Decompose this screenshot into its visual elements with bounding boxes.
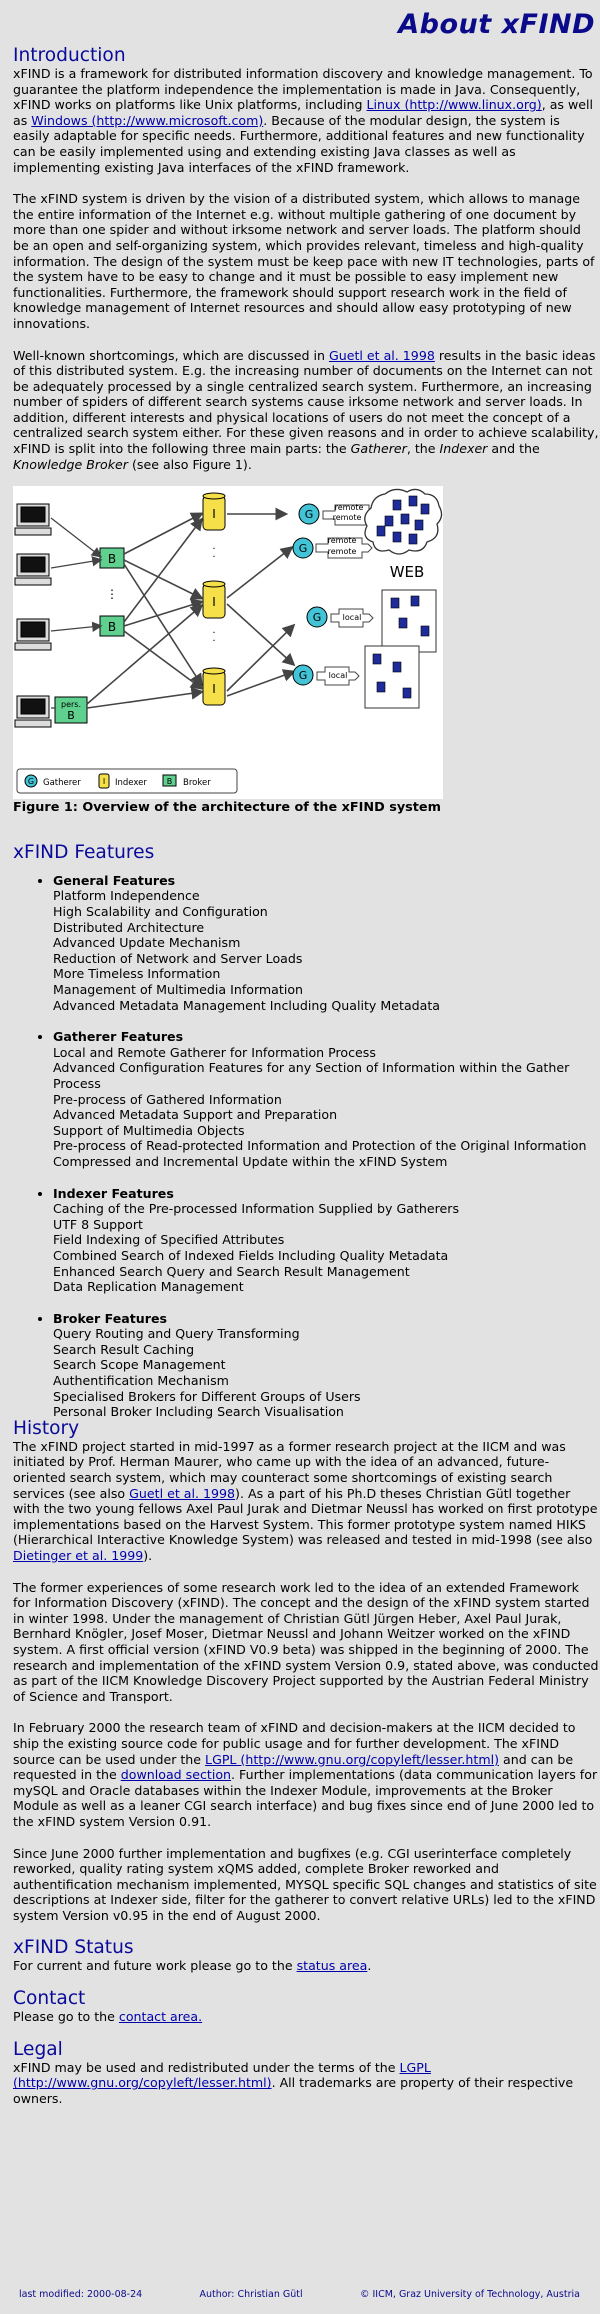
architecture-diagram (13, 486, 443, 799)
intro-paragraph-3: Well-known shortcomings, which are discussed in Guetl et al. 1998 results in the basic ideas of this distributed system. E.g. the increasing number of documents on the Internet can not be adequately processed by a single centralized search system. Furthermore, an increasing number of spiders of different search systems cause irksome network and server loads. In addition, different interests and physical locations of users do not meet the concept of a centralized search system either. For these given reasons and in order to achieve scalability, xFIND is split into the following three main parts: the Gatherer, the Indexer and the Knowledge Broker (see also Figure 1). (13, 347, 599, 472)
svg-text:I: I (102, 777, 106, 787)
feature-group (53, 1186, 599, 1295)
feature-group (53, 1311, 599, 1420)
svg-text:B: B (67, 709, 75, 723)
feature-item: Reduction of Network and Server Loads (53, 950, 303, 966)
computer-icon (15, 554, 51, 585)
feature-item: Distributed Architecture (53, 919, 205, 935)
feature-item: Support of Multimedia Objects (53, 1122, 245, 1138)
feature-item: Field Indexing of Specified Attributes (53, 1232, 285, 1248)
feature-item: Data Replication Management (53, 1279, 244, 1295)
feature-item: UTF 8 Support (53, 1216, 143, 1232)
feature-item: Pre-process of Read-protected Information and Protection of the Original Information (53, 1138, 587, 1154)
broker-node (100, 548, 124, 568)
contact-area-link[interactable]: contact area. (118, 2009, 203, 2025)
feature-group-title: Gatherer Features (53, 1029, 184, 1045)
local-site-box (382, 590, 436, 652)
copyright: © IICM, Graz University of Technology, Austria (359, 2289, 580, 2300)
feature-item: Pre-process of Gathered Information (53, 1091, 282, 1107)
feature-group-title: Broker Features (53, 1310, 168, 1326)
history-paragraph-2: The former experiences of some research work led to the idea of an extended Framework for Information Discovery (xFIND). The concept and the design of the xFIND system started in winter 1998. Under the management of Christian Gütl Jürgen Heber, Axel Paul Jurak, Bernhard Knögler, Josef Moser, Dietmar Neussl and Johann Weitzer worked on the xFIND system. A first official version (xFIND V0.9 beta) was shipped in the beginning of 2000. The research and implementation of the xFIND system Version 0.9, stated above, was conducted as part of the IICM Knowledge Discovery Project supported by the Austrian Federal Ministry of Science and Transport. (13, 1579, 599, 1704)
svg-text:remote: remote (334, 503, 364, 513)
feature-item: Search Scope Management (53, 1357, 226, 1373)
svg-text:B: B (107, 552, 117, 567)
indexer-node (203, 493, 225, 530)
feature-group (53, 1029, 599, 1169)
feature-item: Enhanced Search Query and Search Result Management (53, 1263, 410, 1279)
indexer-node (203, 668, 225, 705)
lgpl-link[interactable]: LGPL (http://www.gnu.org/copyleft/lesser.html) (205, 1751, 499, 1767)
intro-paragraph-2: The xFIND system is driven by the vision of a distributed system, which allows to manage the entire information of the Internet e.g. without multiple gathering of one document by more than one spider and without irksome network and server loads. The platform should be an open and self-organizing system, which provides relevant, timeless and high-quality information. The design of the system must be keep pace with new IT technologies, parts of the system have to be easy to change and it must be possible to easy implement new functionalities. Furthermore, the framework should support research work in the field of knowledge management of Internet resources and should allow easy prototyping of new innovations. (13, 191, 595, 331)
svg-text:G: G (298, 669, 308, 683)
svg-text:Indexer: Indexer (115, 778, 147, 789)
broker-node (100, 616, 124, 636)
svg-text:G: G (27, 777, 35, 787)
figure-caption: Figure 1: Overview of the architecture of the xFIND system (13, 800, 441, 816)
history-paragraph-1: The xFIND project started in mid-1997 as a former research project at the IICM and was initiated by Prof. Herman Maurer, who came up with the idea of an advanced, future-oriented search system, which may counteract some shortcomings of existing search services (see also Guetl et al. 1998). As a part of his Ph.D theses Christian Gütl together with the two young fellows Axel Paul Jurak and Dietmar Neussl has worked on first prototype implementations based on the Harvest System. This former prototype system named HIKS (Hierarchical Interactive Knowledge System) was released and tested in mid-1998 (see also Dietinger et al. 1999). (13, 1438, 598, 1563)
svg-text:pers.: pers. (61, 700, 81, 710)
windows-link[interactable]: Windows (http://www.microsoft.com) (31, 112, 264, 128)
status-heading: xFIND Status (13, 1937, 134, 1959)
feature-item: Advanced Metadata Support and Preparation (53, 1107, 338, 1123)
features-heading: xFIND Features (13, 841, 155, 863)
feature-item: Query Routing and Query Transforming (53, 1326, 300, 1342)
svg-text:G: G (298, 542, 308, 556)
history-heading: History (13, 1417, 80, 1439)
legal-lgpl-link[interactable]: LGPL (http://www.gnu.org/copyleft/lesser.html) (13, 2059, 431, 2091)
indexer-node (203, 581, 225, 618)
contact-text: Please go to the contact area. (13, 2009, 203, 2025)
feature-item: Caching of the Pre-processed Information Supplied by Gatherers (53, 1201, 460, 1217)
svg-text:remote: remote (327, 536, 357, 546)
linux-link[interactable]: Linux (http://www.linux.org) (366, 97, 542, 113)
gatherer-node (293, 665, 313, 685)
feature-item: Advanced Update Mechanism (53, 935, 241, 951)
guetl-1998-link[interactable]: Guetl et al. 1998 (328, 347, 435, 363)
gatherer-node (307, 607, 327, 627)
svg-text:⋮: ⋮ (106, 587, 118, 602)
feature-group-title: General Features (53, 872, 176, 888)
svg-text:·: · (212, 628, 216, 640)
feature-item: High Scalability and Configuration (53, 904, 268, 920)
legal-heading: Legal (13, 2038, 63, 2060)
page-title: About xFIND (398, 9, 595, 40)
personal-broker-node (55, 697, 87, 723)
svg-text:local: local (342, 613, 362, 623)
feature-item: Management of Multimedia Information (53, 982, 304, 997)
history-paragraph-4: Since June 2000 further implementation and bugfixes (e.g. CGI userinterface completely reworked, quality rating system xQMS added, complete Broker reworked and authentification mechanism implemented, MYSQL specific SQL changes and statistics of site descriptions at Indexer side, filter for the gatherer to convert relative URLs) led to the xFIND system Version v0.95 in the end of August 2000. (13, 1845, 597, 1923)
status-area-link[interactable]: status area (296, 1958, 368, 1974)
feature-item: Advanced Configuration Features for any Section of Information within the Gather Process (53, 1060, 570, 1091)
computer-icon (15, 504, 51, 535)
feature-group-title: Indexer Features (53, 1185, 174, 1201)
feature-item: Personal Broker Including Search Visualisation (53, 1404, 344, 1420)
last-modified: last modified: 2000-08-24 (19, 2289, 143, 2300)
history-paragraph-3: In February 2000 the research team of xFIND and decision-makers at the IICM decided to ship the existing source code for public usage and for further development. The xFIND source can be used under the LGPL (http://www.gnu.org/copyleft/lesser.html) and can be requested in the download section. Further implementations (data communication layers for mySQL and Oracle databases within the Indexer Module, improvements at the Broker Module as well as a leaner CGI search interface) and bug fixes since end of June 2000 led to the xFIND system Version 0.91. (13, 1720, 598, 1829)
feature-item: Platform Independence (53, 888, 200, 904)
svg-text:Gatherer: Gatherer (43, 778, 81, 789)
feature-item: Specialised Brokers for Different Groups of Users (53, 1388, 361, 1404)
feature-item: Search Result Caching (53, 1341, 195, 1357)
web-label: WEB (389, 563, 425, 582)
svg-text:Broker: Broker (183, 778, 211, 789)
download-section-link[interactable]: download section (120, 1767, 232, 1783)
svg-text:·: · (212, 552, 216, 564)
gatherer-node (299, 504, 319, 524)
svg-text:G: G (312, 611, 322, 625)
svg-text:I: I (212, 507, 216, 522)
computer-icon (15, 619, 51, 650)
svg-text:I: I (212, 595, 216, 610)
svg-text:local: local (328, 671, 348, 681)
feature-item: Advanced Metadata Management Including Quality Metadata (53, 997, 441, 1013)
feature-item: Compressed and Incremental Update within the xFIND System (53, 1153, 448, 1169)
svg-text:remote: remote (327, 547, 357, 557)
guetl-1998-link[interactable]: Guetl et al. 1998 (129, 1485, 236, 1501)
svg-text:B: B (107, 620, 117, 635)
contact-heading: Contact (13, 1988, 86, 2010)
gatherer-node (293, 538, 313, 558)
footer (19, 2287, 580, 2303)
architecture-figure (13, 486, 599, 816)
status-text: For current and future work please go to the status area. (13, 1958, 372, 1974)
svg-text:remote: remote (332, 513, 362, 523)
svg-text:G: G (304, 508, 314, 522)
feature-item: Combined Search of Indexed Fields Including Quality Metadata (53, 1247, 449, 1263)
dietinger-1999-link[interactable]: Dietinger et al. 1999 (13, 1548, 144, 1563)
svg-text:I: I (212, 682, 216, 697)
author: Author: Christian Gütl (199, 2289, 303, 2300)
svg-text:·: · (212, 636, 216, 648)
features-list (13, 873, 599, 1420)
intro-paragraph-1: xFIND is a framework for distributed information discovery and knowledge management. To guarantee the platform independence the implementation is made in Java. Consequently, xFIND works on platforms like Unix platforms, including Linux (http://www.linux.org), as well as Windows (http://www.microsoft.com). Because of the modular design, the system is easily adaptable for specific needs. Furthermore, additional features and new functionality can be easily implemented using and extending existing Java classes as well as implementing existing Java interfaces of the xFIND framework. (13, 66, 594, 175)
feature-group (53, 873, 599, 1013)
legal-text: xFIND may be used and redistributed under the terms of the LGPL (http://www.gnu.org/copyleft/lesser.html). All trademarks are property of their respective owners. (13, 2059, 574, 2106)
svg-text:B: B (166, 777, 173, 787)
svg-text:·: · (212, 544, 216, 556)
intro-heading: Introduction (13, 45, 126, 66)
feature-item: More Timeless Information (53, 966, 221, 982)
feature-item: Authentification Mechanism (53, 1373, 229, 1389)
computer-icon (15, 696, 51, 727)
feature-item: Local and Remote Gatherer for Information Process (53, 1044, 376, 1060)
